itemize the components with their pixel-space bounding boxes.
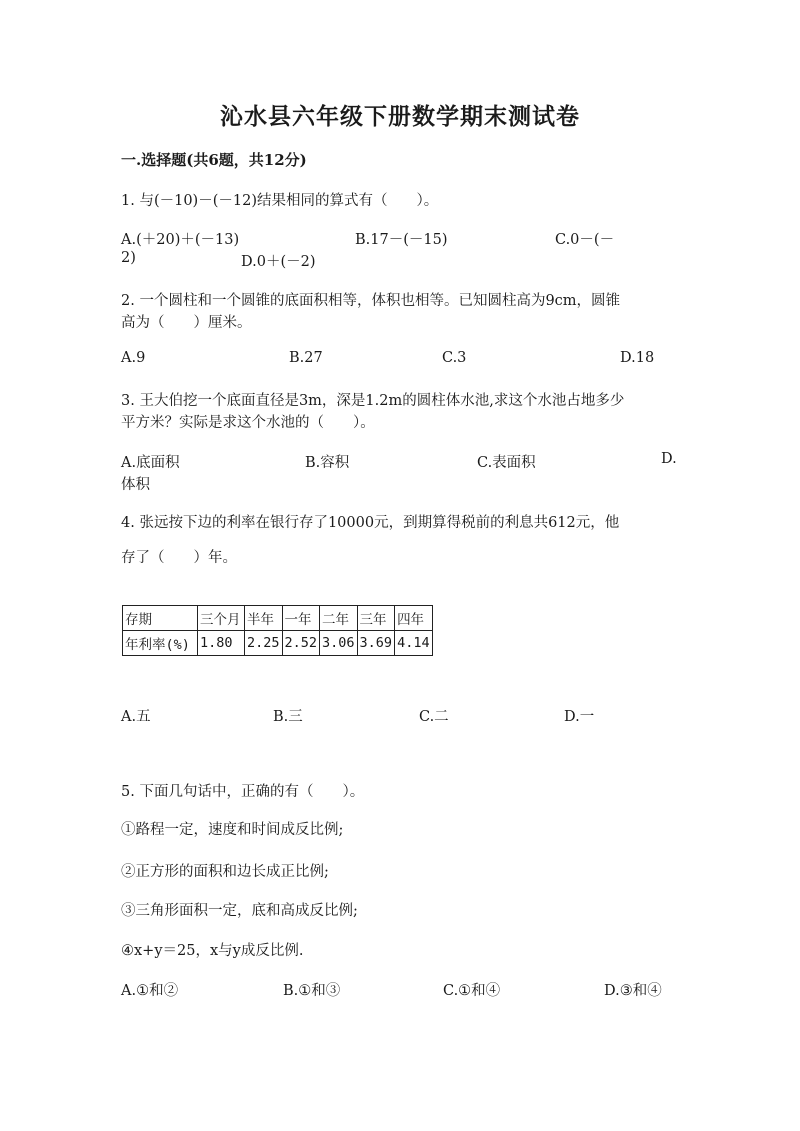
- table-header-cell: 三个月: [198, 606, 245, 631]
- question-2-option-b: B.27: [289, 350, 323, 366]
- question-4-option-c: C.二: [419, 709, 449, 725]
- question-1-stem: 1. 与(－10)－(－12)结果相同的算式有（ ）。: [121, 193, 439, 209]
- question-4-option-d: D.一: [564, 709, 595, 725]
- question-5-statement-3: ③三角形面积一定，底和高成反比例;: [121, 903, 358, 919]
- question-3-stem-line2: 平方米？实际是求这个水池的（ ）。: [121, 415, 375, 431]
- table-header-cell: 一年: [282, 606, 320, 631]
- question-4-option-a: A.五: [121, 709, 151, 725]
- table-cell: 3.06: [320, 631, 358, 656]
- table-header-cell: 二年: [320, 606, 358, 631]
- question-3-option-d-cont: 体积: [121, 477, 150, 493]
- question-5-option-d: D.③和④: [604, 983, 662, 999]
- table-cell: 3.69: [357, 631, 395, 656]
- table-header-cell: 半年: [245, 606, 283, 631]
- question-5-option-c: C.①和④: [443, 983, 501, 999]
- question-4-stem-line2: 存了（ ）年。: [121, 550, 237, 566]
- table-row: [123, 631, 433, 656]
- table-header-cell: 三年: [357, 606, 395, 631]
- question-3-option-c: C.表面积: [477, 455, 536, 471]
- table-header-row: [123, 606, 433, 631]
- question-4-stem-line1: 4. 张远按下边的利率在银行存了10000元，到期算得税前的利息共612元，他: [121, 515, 620, 531]
- table-cell: 1.80: [198, 631, 245, 656]
- question-2-stem-line1: 2. 一个圆柱和一个圆锥的底面积相等，体积也相等。已知圆柱高为9cm，圆锥: [121, 293, 621, 309]
- question-3-option-d: D.: [661, 451, 677, 467]
- section-heading: 一.选择题(共6题，共12分): [121, 151, 307, 169]
- table-cell: 年利率(%): [123, 631, 198, 656]
- question-1-option-c-cont: 2): [121, 250, 136, 266]
- question-5-statement-4: ④x+y＝25，x与y成反比例.: [121, 943, 304, 959]
- table-header-cell: 存期: [123, 606, 198, 631]
- question-5-stem: 5. 下面几句话中，正确的有（ ）。: [121, 784, 365, 800]
- table-cell: 4.14: [395, 631, 433, 656]
- question-3-option-a: A.底面积: [121, 455, 180, 471]
- question-1-option-a: A.(＋20)＋(－13): [121, 232, 240, 248]
- question-3-stem-line1: 3. 王大伯挖一个底面直径是3m，深是1.2m的圆柱体水池,求这个水池占地多少: [121, 393, 625, 409]
- question-2-option-a: A.9: [121, 350, 146, 366]
- question-2-option-c: C.3: [442, 350, 467, 366]
- question-3-option-b: B.容积: [305, 455, 350, 471]
- question-5-option-b: B.①和③: [283, 983, 341, 999]
- question-5-option-a: A.①和②: [121, 983, 179, 999]
- question-1-option-d: D.0＋(－2): [241, 254, 316, 270]
- table-cell: 2.52: [282, 631, 320, 656]
- question-1-option-b: B.17－(－15): [355, 232, 448, 248]
- question-2-option-d: D.18: [620, 350, 655, 366]
- question-4-option-b: B.三: [273, 709, 303, 725]
- question-2-stem-line2: 高为（ ）厘米。: [121, 315, 252, 331]
- question-5-statement-1: ①路程一定，速度和时间成反比例;: [121, 822, 344, 838]
- question-5-statement-2: ②正方形的面积和边长成正比例;: [121, 864, 329, 880]
- page-title: 沁水县六年级下册数学期末测试卷: [220, 103, 580, 130]
- table-cell: 2.25: [245, 631, 283, 656]
- question-1-option-c: C.0－(－: [555, 232, 615, 248]
- table-header-cell: 四年: [395, 606, 433, 631]
- interest-rate-table: [122, 605, 433, 656]
